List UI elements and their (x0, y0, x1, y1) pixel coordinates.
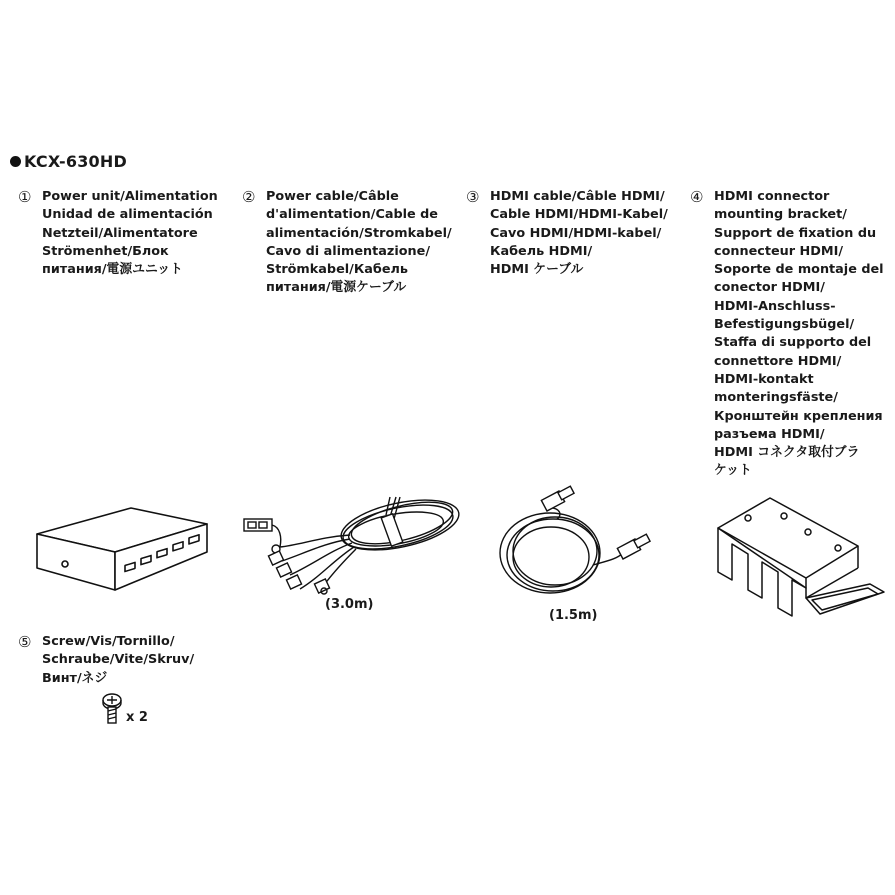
item-4-name: HDMI connector mounting bracket/ Support de fixation du connecteur HDMI/ Soporte de montaje del conector HDMI/ HDMI-Anschluss- Befestigungsbügel/ Staffa di supporto del connettore HDMI/ HDMI-kontakt monteringsfäste/ Кронштейн крепления разъема HDMI/ HDMI コネクタ取付ブラ ケット (714, 189, 884, 479)
screw-icon (100, 692, 124, 726)
model-name: KCX-630HD (24, 152, 127, 171)
power-cable-length: (3.0m) (325, 597, 374, 612)
item-3-name: HDMI cable/Câble HDMI/ Cable HDMI/HDMI-Kabel/ Cavo HDMI/HDMI-kabel/ Кабель HDMI/ HDMI ケーブル (490, 189, 668, 278)
item-5-number: ⑤ (18, 633, 32, 651)
bullet-dot-icon (10, 156, 21, 167)
item-2-name: Power cable/Câble d'alimentation/Cable de alimentación/Stromkabel/ Cavo di alimentazione/ Strömkabel/Кабель питания/電源ケーブル (266, 189, 452, 296)
hdmi-cable-length: (1.5m) (549, 608, 598, 623)
item-1-number: ① (18, 188, 32, 206)
power-cable-icon (240, 485, 465, 600)
model-title (10, 152, 127, 171)
power-unit-icon (35, 490, 215, 600)
item-1-name: Power unit/Alimentation Unidad de alimentación Netzteil/Alimentatore Strömenhet/Блок питания/電源ユニット (42, 189, 218, 278)
item-5-name: Screw/Vis/Tornillo/ Schraube/Vite/Skruv/ Винт/ネジ (42, 634, 195, 686)
bracket-icon (708, 488, 888, 626)
item-4-number: ④ (690, 188, 704, 206)
screw-quantity: x 2 (126, 710, 148, 725)
item-3-number: ③ (466, 188, 480, 206)
hdmi-cable-icon (495, 485, 670, 610)
item-2-number: ② (242, 188, 256, 206)
